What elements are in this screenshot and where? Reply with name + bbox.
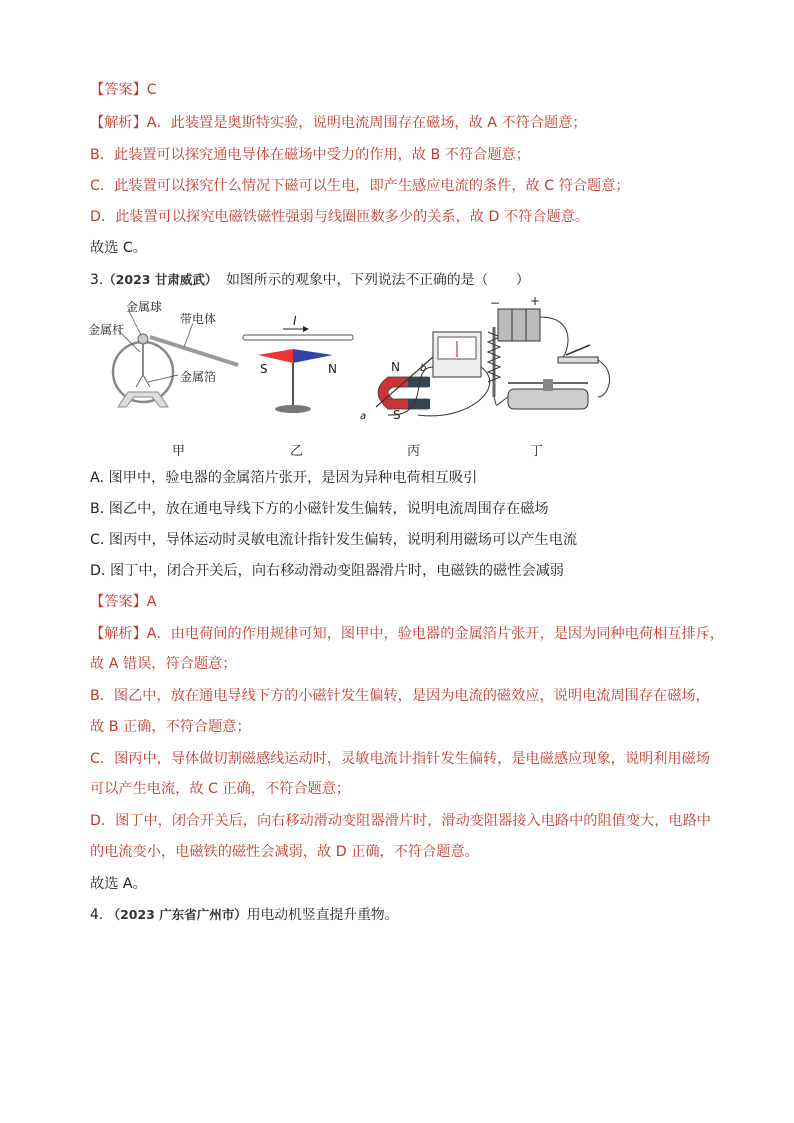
option-d: D. 图丁中，闭合开关后，向右移动滑动变阻器滑片时，电磁铁的磁性会减弱 — [90, 563, 564, 579]
rheostat-body — [508, 389, 588, 409]
conclusion-line-3: 故选 A。 — [90, 876, 147, 892]
label-metal-foil: 金属箔 — [180, 370, 217, 384]
switch-shape — [558, 357, 598, 363]
answer-line-3: 【答案】A — [90, 594, 157, 610]
panel-label-ding: 丁 — [530, 444, 544, 459]
electroscope-diagram — [88, 299, 238, 407]
label-minus: − — [490, 297, 501, 310]
induction-diagram — [360, 332, 490, 422]
label-s-2: S — [393, 408, 401, 422]
question-text: 如图所示的观象中，下列说法不正确的是（ ） — [226, 272, 530, 288]
question-text: 用电动机竖直提升重物。 — [246, 907, 399, 923]
battery-pack — [498, 309, 540, 341]
label-a: a — [360, 411, 367, 422]
label-plus: + — [530, 297, 541, 308]
analysis-line: 故 B 正确，不符合题意； — [90, 719, 251, 735]
analysis-line: 故 A 错误，符合题意； — [90, 656, 237, 672]
oersted-diagram — [243, 314, 353, 413]
charged-body-pointer — [184, 323, 193, 347]
label-s-1: S — [260, 362, 268, 376]
panel-label-jia: 甲 — [172, 444, 186, 459]
switch-lever — [566, 345, 590, 355]
question-number: 4. — [90, 907, 104, 923]
wire-to-rheostat — [598, 360, 610, 397]
label-n-2: N — [391, 360, 400, 374]
option-b: B. 图乙中，放在通电导线下方的小磁针发生偏转，说明电流周围存在磁场 — [90, 501, 549, 517]
answer-line-1: 【答案】C — [90, 82, 157, 98]
label-b: b — [420, 363, 427, 374]
wire-rheostat-coil — [494, 397, 508, 405]
needle-base — [275, 405, 311, 413]
analysis-line: B．此装置可以探究通电导体在磁场中受力的作用，故 B 不符合题意； — [90, 147, 530, 163]
analysis-line: D．图丁中，闭合开关后，向右移动滑动变阻器滑片时，滑动变阻器接入电路中的阻值变大，电路中 — [90, 813, 711, 829]
metal-ball-shape — [138, 334, 148, 344]
rheostat-slider — [543, 379, 553, 391]
foil-left — [136, 375, 143, 387]
question-number: 3. — [90, 272, 104, 288]
question-source: （2023 广东省广州市） — [107, 907, 247, 922]
figure-svg — [88, 297, 628, 457]
label-metal-rod: 金属杆 — [88, 323, 125, 337]
wire-to-switch — [540, 317, 568, 357]
electromagnet-diagram — [488, 297, 610, 409]
label-metal-ball: 金属球 — [126, 300, 163, 314]
option-c: C. 图丙中，导体运动时灵敏电流计指针发生偏转，说明利用磁场可以产生电流 — [90, 532, 578, 548]
label-n-1: N — [328, 362, 337, 376]
option-a: A. 图甲中，验电器的金属箔片张开，是因为异种电荷相互吸引 — [90, 470, 478, 486]
analysis-line: 可以产生电流，故 C 正确，不符合题意； — [90, 781, 351, 797]
needle-blue — [293, 349, 333, 363]
analysis-line: B．图乙中，放在通电导线下方的小磁针发生偏转，是因为电流的磁效应，说明电流周围存在磁场， — [90, 688, 710, 704]
label-current: I — [293, 314, 297, 328]
analysis-line: C．图丙中，导体做切割磁感线运动时，灵敏电流计指针发生偏转，是电磁感应现象，说明利用磁场 — [90, 751, 710, 767]
question-4-stem — [90, 905, 720, 925]
physics-figure — [88, 297, 628, 457]
electroscope-base — [118, 392, 168, 407]
analysis-line: 的电流变小，电磁铁的磁性会减弱，故 D 正确，不符合题意。 — [90, 844, 479, 860]
wire-shape — [243, 335, 353, 340]
panel-label-bing: 丙 — [407, 444, 421, 459]
needle-red — [258, 349, 293, 363]
analysis-line: 【解析】A．此装置是奥斯特实验，说明电流周围存在磁场，故 A 不符合题意； — [90, 115, 587, 131]
conclusion-line-1: 故选 C。 — [90, 240, 147, 256]
analysis-line: D．此装置可以探究电磁铁磁性强弱与线圈匝数多少的关系，故 D 不符合题意。 — [90, 209, 590, 225]
question-3-stem — [90, 270, 720, 290]
analysis-line: C．此装置可以探究什么情况下磁可以生电，即产生感应电流的条件，故 C 符合题意； — [90, 178, 630, 194]
foil-right — [143, 375, 150, 387]
analysis-line: 【解析】A．由电荷间的作用规律可知，图甲中，验电器的金属箔片张开，是因为同种电荷相互排斥， — [90, 626, 724, 642]
current-arrow-head — [303, 326, 309, 332]
panel-label-yi: 乙 — [290, 444, 304, 459]
label-charged-body: 带电体 — [180, 312, 217, 326]
question-source: （2023 甘肃威武） — [103, 272, 218, 287]
